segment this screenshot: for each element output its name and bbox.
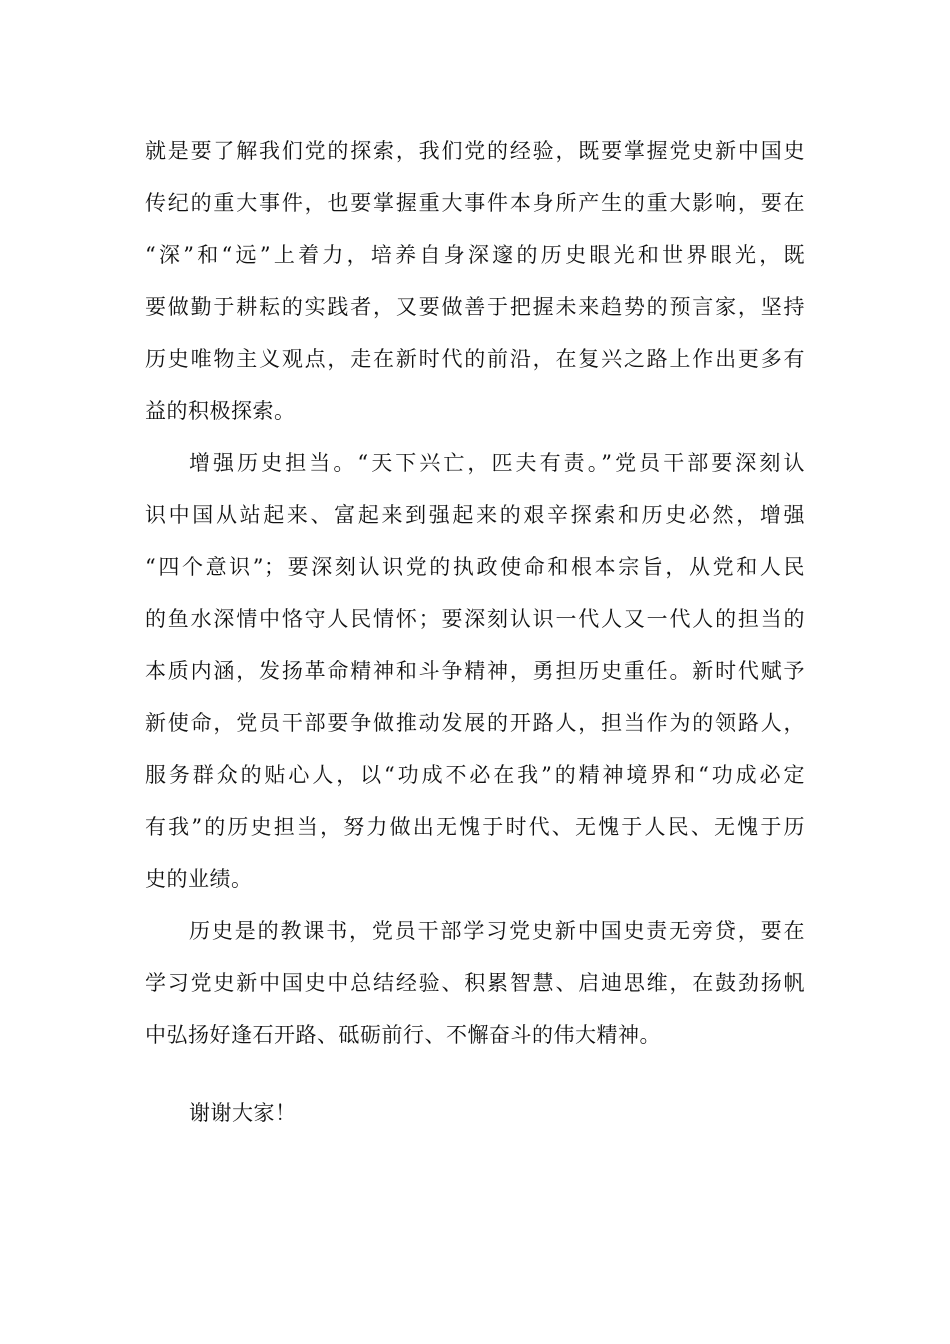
text-line: 本质内涵，发扬革命精神和斗争精神，勇担历史重任。新时代赋予 <box>145 659 805 683</box>
text-line: 识中国从站起来、富起来到强起来的艰辛探索和历史必然，增强 <box>145 503 805 527</box>
text-line: 传纪的重大事件，也要掌握重大事件本身所产生的重大影响，要在 <box>145 191 805 215</box>
text-line: 增强历史担当。“天下兴亡，匹夫有责。”党员干部要深刻认 <box>189 451 805 475</box>
paragraph-3 <box>145 913 805 1069</box>
text-line: “四个意识”；要深刻认识党的执政使命和根本宗旨，从党和人民 <box>145 555 805 579</box>
text-line: 学习党史新中国史中总结经验、积累智慧、启迪思维，在鼓劲扬帆 <box>145 971 805 995</box>
text-line: 历史唯物主义观点，走在新时代的前沿，在复兴之路上作出更多有 <box>145 347 805 371</box>
text-line: 益的积极探索。 <box>145 399 296 423</box>
text-line: 有我”的历史担当，努力做出无愧于时代、无愧于人民、无愧于历 <box>145 815 805 839</box>
text-line: 中弘扬好逢石开路、砥砺前行、不懈奋斗的伟大精神。 <box>145 1023 661 1047</box>
closing-line <box>145 1095 805 1147</box>
text-line: 历史是的教课书，党员干部学习党史新中国史责无旁贷，要在 <box>189 919 805 943</box>
text-line: 的鱼水深情中恪守人民情怀；要深刻认识一代人又一代人的担当的 <box>145 607 805 631</box>
text-line: 谢谢大家！ <box>189 1101 297 1125</box>
text-line: 要做勤于耕耘的实践者，又要做善于把握未来趋势的预言家，坚持 <box>145 295 805 319</box>
paragraph-2 <box>145 445 805 913</box>
text-line: “深”和“远”上着力，培养自身深邃的历史眼光和世界眼光，既 <box>145 243 805 267</box>
text-line: 史的业绩。 <box>145 867 253 891</box>
paragraph-1 <box>145 133 805 445</box>
text-line: 服务群众的贴心人，以“功成不必在我”的精神境界和“功成必定 <box>145 763 805 787</box>
text-line: 新使命，党员干部要争做推动发展的开路人，担当作为的领路人， <box>145 711 805 735</box>
text-line: 就是要了解我们党的探索，我们党的经验，既要掌握党史新中国史 <box>145 139 805 163</box>
